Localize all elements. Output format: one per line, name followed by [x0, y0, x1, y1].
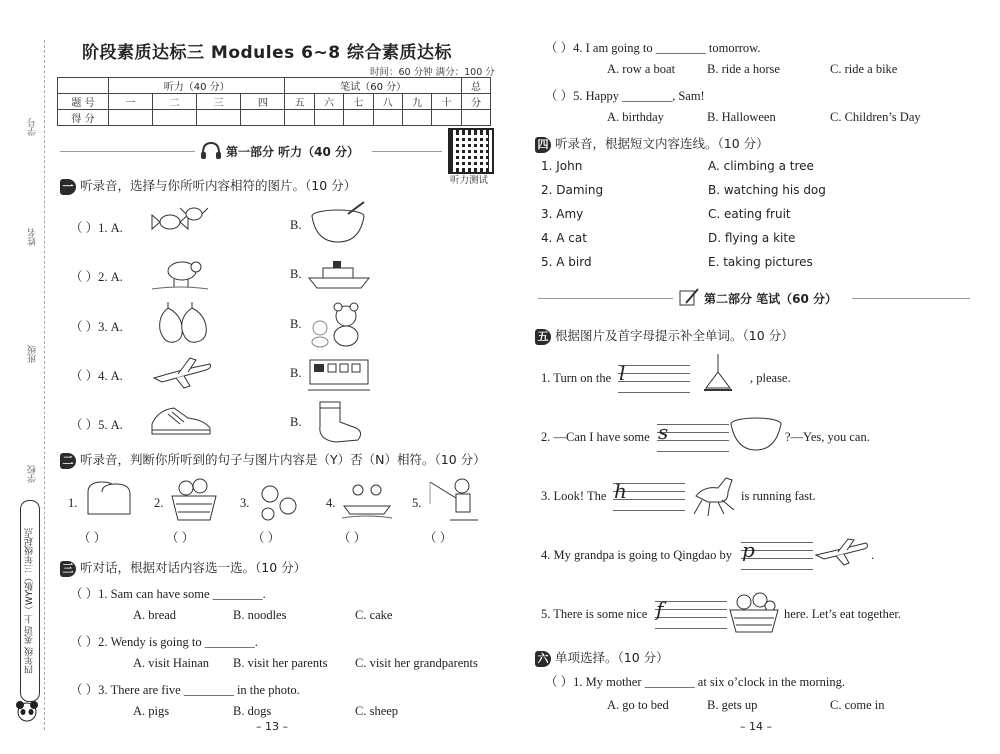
- sheep-icon[interactable]: [150, 255, 210, 293]
- plane-icon: [814, 535, 870, 569]
- s1-q1: （ ）1. A.: [70, 221, 123, 235]
- ship-icon[interactable]: [305, 258, 373, 292]
- s2-answer-5[interactable]: （ ）: [424, 531, 453, 545]
- rowing-boat-icon[interactable]: [340, 478, 394, 522]
- page-number-right: – 14 –: [740, 720, 772, 733]
- horse-icon: [688, 470, 738, 518]
- pears-icon[interactable]: [150, 300, 212, 346]
- section3-heading: 三 听对话，根据对话内容选一选。（10 分）: [60, 558, 306, 577]
- s3-q1: （ ）1. Sam can have some ________.: [70, 587, 266, 601]
- s6-q1: （ ）1. My mother ________ at six o’clock in the morning.: [545, 675, 845, 689]
- soup-icon: [728, 414, 784, 454]
- fruit-basket-icon: [726, 590, 782, 636]
- part2-heading: 第二部分 笔试（60 分）: [704, 292, 838, 306]
- fruit-basket-icon[interactable]: [168, 474, 220, 526]
- s3-q4: （ ）4. I am going to ________ tomorrow.: [545, 41, 761, 55]
- sidebar-school: 学校: [28, 465, 38, 483]
- panda-logo-icon: [14, 700, 40, 722]
- pen-paper-icon: [678, 287, 700, 307]
- s2-answer-2[interactable]: （ ）: [166, 531, 195, 545]
- score-table: 听力（40 分） 笔试（60 分） 总 题 号 一 二 三 四 五 六 七 八 九 十 分 得 分: [57, 77, 491, 126]
- score-cell[interactable]: [109, 110, 153, 126]
- s5-answer-5[interactable]: [655, 601, 727, 629]
- headphones-icon: [200, 141, 222, 161]
- s3-q2: （ ）2. Wendy is going to ________.: [70, 635, 258, 649]
- section4-heading: 四 听录音，根据短文内容连线。（10 分）: [535, 134, 769, 153]
- grade-strip: 四年级 英语 上（WY版）三年级起点: [20, 500, 40, 702]
- plane-icon[interactable]: [150, 354, 214, 392]
- page-title: 阶段素质达标三 Modules 6~8 综合素质达标: [82, 43, 452, 63]
- section6-heading: 六 单项选择。（10 分）: [535, 648, 669, 667]
- writing-header: 笔试（60 分）: [285, 78, 461, 94]
- s3-q3: （ ）3. There are five ________ in the photo.: [70, 683, 300, 697]
- cut-line: [44, 40, 45, 730]
- s5-answer-1[interactable]: [618, 365, 690, 393]
- s2-answer-1[interactable]: （ ）: [78, 531, 107, 545]
- s2-answer-3[interactable]: （ ）: [252, 531, 281, 545]
- fishing-boy-icon[interactable]: [426, 474, 480, 526]
- bread-icon[interactable]: [82, 478, 136, 518]
- candy-icon[interactable]: [150, 200, 210, 242]
- section2-heading: 二 听录音，判断你所听到的句子与图片内容是（Y）否（N）相符。（10 分）: [60, 450, 486, 469]
- sidebar-student-id: 学号: [28, 118, 38, 136]
- train-icon[interactable]: [306, 354, 372, 394]
- s1-q5: （ ）5. A.: [70, 418, 123, 432]
- s3-q5: （ ）5. Happy ________, Sam!: [545, 89, 705, 103]
- sidebar-class: 班级: [28, 345, 38, 363]
- qr-code-icon[interactable]: [448, 128, 494, 174]
- qr-label: 听力测试: [450, 175, 489, 186]
- chicks-icon[interactable]: [254, 476, 304, 524]
- s1-q3: （ ）3. A.: [70, 320, 123, 334]
- teddy-bears-icon[interactable]: [306, 298, 368, 348]
- s1-q2: （ ）2. A.: [70, 270, 123, 284]
- lamp-icon: [700, 352, 736, 400]
- part1-heading: 第一部分 听力（40 分）: [226, 145, 360, 159]
- sneaker-icon[interactable]: [148, 400, 214, 442]
- section1-heading: 一 听录音，选择与你所听内容相符的图片。（10 分）: [60, 176, 356, 195]
- sidebar-name: 姓名: [28, 228, 38, 246]
- sock-icon[interactable]: [310, 398, 366, 446]
- page-number-left: – 13 –: [256, 720, 288, 733]
- listening-header: 听力（40 分）: [109, 78, 285, 94]
- s1-q4: （ ）4. A.: [70, 369, 123, 383]
- time-score-info: 时间：60 分钟 满分：100 分: [370, 67, 495, 78]
- bowl-soup-icon[interactable]: [308, 200, 368, 246]
- section5-heading: 五 根据图片及首字母提示补全单词。（10 分）: [535, 326, 794, 345]
- worksheet-spread: 学号 姓名 班级 学校 四年级 英语 上（WY版）三年级起点 阶段素质达标三 Modules 6~8 综合素质达标 时间：60 分钟 满分：100 分 听力（40 分） 笔试（60 分） 总 题 号 一 二 三 四 五 六 七 八 九 十 分 得 分 听力测试 第一部分 听力（40 分） 一 听录音，选择与你所听内容相符的图片。（10 分） （ ）1. A. B. （ ）2. A. B. （ ）3. A. B. （ ）4. A. B. （ ）5. A. B. 二 听录音，判断你所听到的句子与图片内容是（Y）否（N）相符。（10 分） 1. 2. 3. 4. 5. （ ） （ ） （ ） （ ） （ ） 三 听对话，根据对话内容选一选。（10 分） （ ）1. Sam can have some ________. A. bread B. noodles C. cake （ ）2. Wendy is going to ________. A. visit Hainan B. visit her parents C. visit her grandparents （ ）3. There are five ________ in the photo. A. pigs B. dogs C. sheep – 13 – （ ）4. I am going to ________ tomorrow. A. row a boat B. ride a horse C. ride a bike （ ）5. Happy ________, Sam! A. birthday B. Halloween C. Children’s Day 四 听录音，根据短文内容连线。（10 分） 1. John 2. Daming 3. Amy 4. A cat 5. A bird A. climbing a tree B. watching his dog C. eating fruit D. flying a kite E. taking pictures 第二部分 笔试（60 分） 五 根据图片及首字母提示补全单词。（10 分） 1. Turn on the l , please. 2. —Can I have some s ?—Yes, you can. 3. Look! The h is running fast. 4. My grandpa is going to Qingdao by p . 5. There is some nice f here. Let’s eat together. 六 单项选择。（10 分） （ ）1. My mother ________ at six o’clock in the morning. A. go to bed B. gets up C. come in – 14 –: [0, 0, 1000, 754]
- s2-answer-4[interactable]: （ ）: [338, 531, 367, 545]
